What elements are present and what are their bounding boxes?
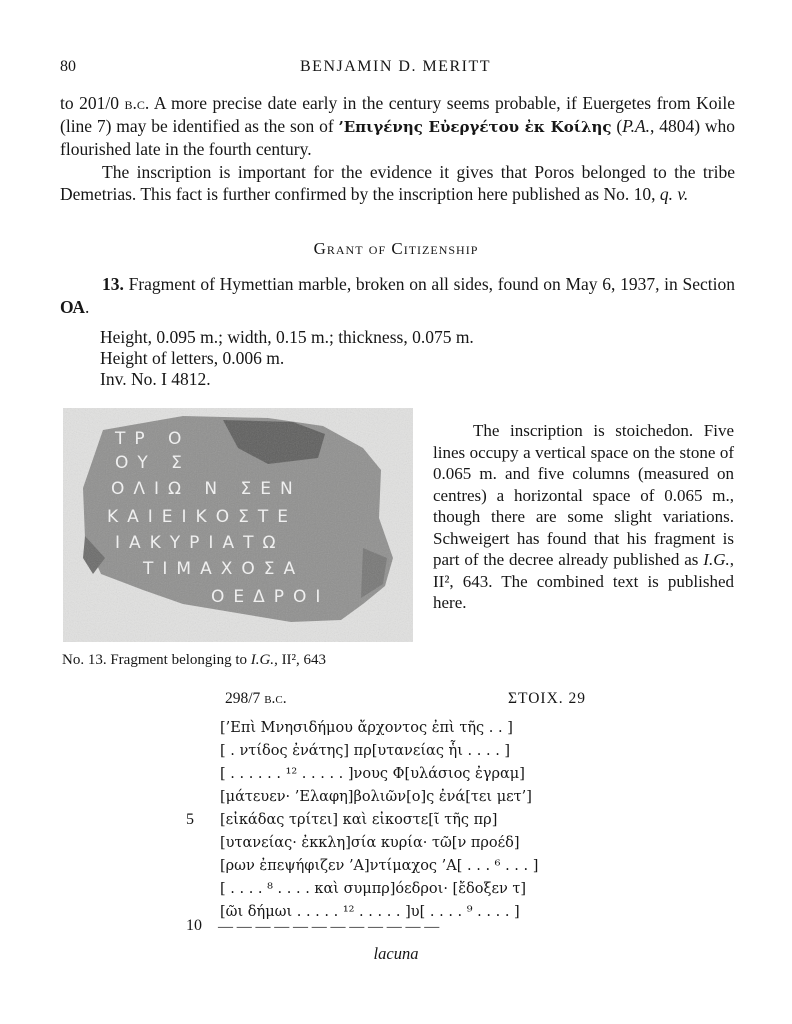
fragment-photo (63, 408, 413, 642)
line-number-10: 10 (186, 917, 202, 934)
inscription-line: [ῶι δήμωι . . . . . ¹² . . . . . ]υ[ . . . . ⁹ . . . . ] (220, 904, 520, 920)
running-head-author: BENJAMIN D. MERITT (300, 58, 491, 75)
inscription-line: [ . . . . ⁸ . . . . καὶ συμπρ]όεδροι· [ἔδοξεν τ] (220, 881, 527, 897)
stone-fragment-image (63, 408, 413, 642)
stoichedon-description: The inscription is stoichedon. Five lines occupy a vertical space on the stone of 0.065 m. and five columns (measured on centres) a horizontal space of 0.065 m., though there are some slight variations. Schweigert has found that his fragment is part of the decree already published as I.G., II², 643. The combined text is published here. (433, 421, 734, 612)
photo-row: ΟΛΙΩ Ν ΣΕΝ (111, 479, 302, 499)
inscription-line: [μάτευεν· ’Ελαφη]βολιῶν[ο]ς ἐνά[τει μετ’] (220, 789, 532, 805)
photo-caption: No. 13. Fragment belonging to I.G., II², 643 (62, 652, 327, 668)
intro-paragraph-2: The inscription is important for the evidence it gives that Poros belonged to the tribe Demetrias. This fact is further confirmed by the inscription here published as No. 10, q. v. (60, 161, 735, 204)
inscription-date: 298/7 b.c. (225, 690, 287, 707)
measurement-letters: Height of letters, 0.006 m. (100, 348, 285, 368)
inscription-line: [υτανείας· ἐκκλη]σία κυρία· τῶ[ν προέδ] (220, 835, 520, 851)
lacuna-label: lacuna (373, 944, 419, 963)
inscription-line: [ . ντίδος ἐνάτης] πρ[υτανείας ἧι . . . . ] (220, 743, 511, 759)
lacuna-dashes: — — — — — — — — — — — — (218, 919, 440, 935)
entry-number: 13. (102, 274, 124, 294)
line-number-5: 5 (186, 811, 194, 828)
inscription-line: [ρων ἐπεψήφιζεν ’Α]ντίμαχος ’Α[ . . . ⁶ . . . ] (220, 858, 539, 874)
intro-text (60, 92, 735, 206)
inscription-line: [ . . . . . . ¹² . . . . . ]νους Φ[υλάσιος ἐγραμ] (220, 766, 525, 782)
inscription-line: [’Επὶ Μνησιδήμου ἄρχοντος ἐπὶ τῆς . . ] (220, 720, 513, 736)
photo-row: ΟΥ Σ (115, 453, 191, 473)
photo-row: ΤΙΜΑΧΟΣΑ (143, 559, 305, 579)
photo-row: ΤΡ Ο (115, 429, 191, 449)
inscription-line: [εἰκάδας τρίτει] καὶ εἰκοστε[ῖ τῆς πρ] (220, 812, 498, 828)
measurement-dimensions: Height, 0.095 m.; width, 0.15 m.; thickness, 0.075 m. (100, 327, 474, 347)
measurement-inventory: Inv. No. I 4812. (100, 369, 211, 389)
measurements (100, 327, 474, 390)
photo-row: ΟΕΔΡΟΙ (211, 587, 330, 607)
stoichedon-count: ΣΤΟΙΧ. 29 (508, 690, 587, 707)
photo-row: ΚΑΙΕΙΚΟΣΤΕ (107, 507, 297, 527)
entry-description: 13. Fragment of Hymettian marble, broken on all sides, found on May 6, 1937, in Section ΟΑ. (60, 274, 735, 317)
intro-paragraph-1: to 201/0 b.c. A more precise date early in the century seems probable, if Euergetes from Koile (line 7) may be identified as the son of ’Επιγένης Εὐεργέτου ἐκ Κοίλης (P.A., 4804) who flourished late in the fourth century. (60, 93, 735, 159)
section-title: Grant of Citizenship (313, 239, 479, 258)
photo-row: ΙΑΚΥΡΙΑΤΩ (115, 533, 285, 553)
page-number: 80 (60, 58, 76, 75)
greek-name: ’Επιγένης Εὐεργέτου ἐκ Κοίλης (338, 117, 612, 136)
